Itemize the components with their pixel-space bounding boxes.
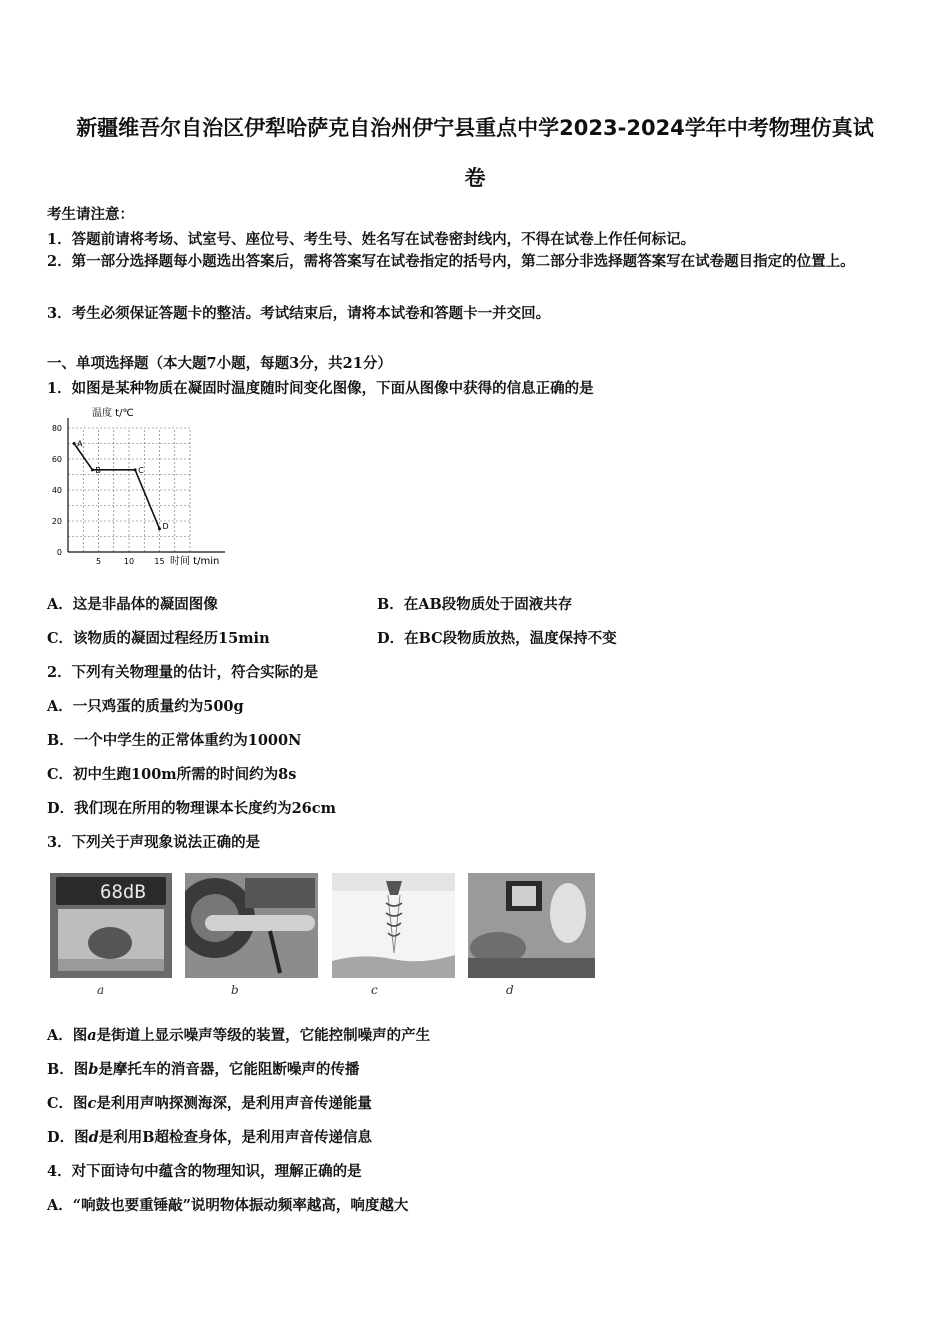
q4-option-a[interactable]: A．“响鼓也要重锤敲”说明物体振动频率越高，响度越大 [47,1197,409,1214]
option-text: 是利用声呐探测海深，是利用声音传递能量 [96,1095,372,1112]
q3-option-a[interactable] [47,1024,430,1045]
question-stem: 2．下列有关物理量的估计，符合实际的是 [47,664,319,681]
y-tick-label: 40 [51,486,62,495]
notice-item: 3．考生必须保证答题卡的整洁。考试结束后，请将本试卷和答题卡一并交回。 [47,305,551,322]
x-axis-label: 时间 t/min [170,556,220,567]
notice-heading: 考生请注意： [47,206,134,223]
ultrasound-exam-photo [468,873,595,978]
q2-option-a[interactable]: A．一只鸡蛋的质量约为500g [47,698,244,715]
exam-title-cont: 卷 [464,166,486,190]
section-heading: 一、单项选择题（本大题7小题，每题3分，共21分） [47,355,392,372]
q3-option-c[interactable] [47,1092,372,1113]
chart-series [73,440,169,531]
figure-caption-d: d [506,983,514,997]
y-tick-label: 80 [51,424,62,433]
chart-ticks [52,424,165,566]
notice-item: 2．第一部分选择题每小题选出答案后，需将答案写在试卷指定的括号内，第二部分非选择题答案写在试卷题目指定的位置上。 [47,253,855,270]
chart-axes [68,418,225,552]
chart-grid [68,428,190,552]
option-text: 是利用B超检查身体，是利用声音传递信息 [98,1129,372,1146]
q1-option-c[interactable]: C．该物质的凝固过程经历15min [47,630,270,647]
notice-item: 1．答题前请将考场、试室号、座位号、考生号、姓名写在试卷密封线内，不得在试卷上作任何标记。 [47,231,696,248]
q2-option-b[interactable]: B．一个中学生的正常体重约为1000N [47,732,302,749]
y-tick-label: 60 [51,455,62,464]
question-stem: 3．下列关于声现象说法正确的是 [47,834,261,851]
cooling-curve-chart [40,402,240,574]
curve-point-d [158,527,161,530]
curve-point-a [73,442,76,445]
figure-caption-b: b [231,983,239,997]
figure-ref: d [88,1129,99,1146]
point-label-a: A [77,439,83,449]
option-prefix: C．图 [47,1095,88,1112]
x-tick-label: 10 [123,557,135,566]
option-text: 是摩托车的消音器，它能阻断噪声的传播 [98,1061,360,1078]
y-tick-label: 20 [51,517,62,526]
figure-caption-c: c [371,983,378,997]
option-prefix: B．图 [47,1061,89,1078]
sonar-diagram [332,873,455,978]
point-label-c: C [138,465,144,475]
y-tick-label: 0 [56,548,62,557]
q1-option-d[interactable]: D．在BC段物质放热，温度保持不变 [377,630,617,647]
q3-option-b[interactable] [47,1058,359,1079]
cooling-curve-line [74,444,159,529]
point-label-d: D [162,521,169,531]
q3-figures [50,873,610,998]
q1-option-b[interactable]: B．在AB段物质处于固液共存 [377,596,573,613]
figure-caption-a: a [97,983,105,997]
motorcycle-muffler-photo [185,873,318,978]
q3-option-d[interactable] [47,1126,372,1147]
point-label-b: B [95,465,101,475]
curve-point-b [91,468,94,471]
question-stem: 4．对下面诗句中蕴含的物理知识，理解正确的是 [47,1163,362,1180]
q2-option-c[interactable]: C．初中生跑100m所需的时间约为8s [47,766,297,783]
figure-ref: a [87,1027,97,1044]
x-tick-label: 15 [154,557,165,566]
exam-title: 新疆维吾尔自治区伊犁哈萨克自治州伊宁县重点中学2023-2024学年中考物理仿真试 [76,116,874,140]
question-stem: 1．如图是某种物质在凝固时温度随时间变化图像，下面从图像中获得的信息正确的是 [47,380,594,397]
x-tick-label: 5 [95,557,102,566]
option-text: 是街道上显示噪声等级的装置，它能控制噪声的产生 [96,1027,431,1044]
meter-reading: 68dB [100,881,146,903]
noise-meter-photo [50,873,172,978]
curve-point-c [134,468,137,471]
option-prefix: D．图 [47,1129,89,1146]
figure-ref: b [88,1061,99,1078]
q1-option-a[interactable]: A．这是非晶体的凝固图像 [47,596,218,613]
option-prefix: A．图 [47,1027,88,1044]
y-axis-label: 温度 t/℃ [92,408,134,419]
figure-ref: c [87,1095,97,1112]
q2-option-d[interactable]: D．我们现在所用的物理课本长度约为26cm [47,800,336,817]
